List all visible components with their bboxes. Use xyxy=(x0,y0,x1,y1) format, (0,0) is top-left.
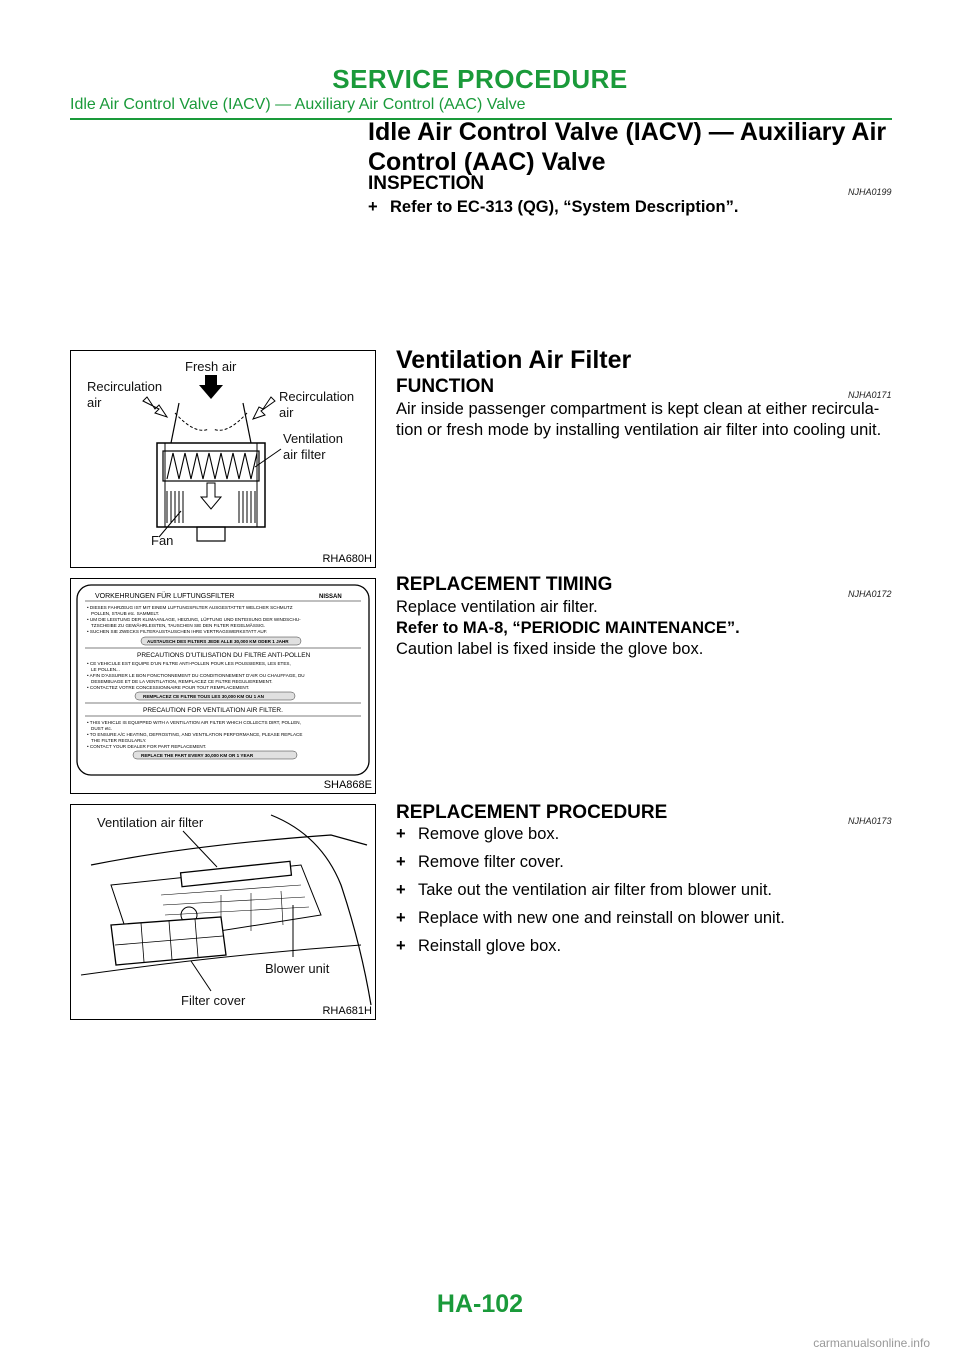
inspection-bullet-text: Refer to EC-313 (QG), “System Description”. xyxy=(390,198,739,216)
label-title: VORKEHRUNGEN FÜR LUFTUNGSFILTER xyxy=(95,593,235,600)
timing-line-2: Refer to MA-8, “PERIODIC MAINTENANCE”. xyxy=(396,619,740,637)
ventilation-filter-title: Ventilation Air Filter xyxy=(396,346,632,374)
down-arrow-icon xyxy=(201,483,221,509)
recirc-right-label-2: air xyxy=(279,405,294,420)
vent-air-filter-label: Ventilation air filter xyxy=(97,815,204,830)
fr-interval: REMPLACEZ CE FILTRE TOUS LES 30,000 KM OU 1 AN xyxy=(143,694,264,699)
procedure-step xyxy=(396,824,896,845)
iacv-title xyxy=(368,117,908,177)
function-paragraph xyxy=(396,399,896,441)
bullet-mark: + xyxy=(396,937,406,955)
left-door xyxy=(171,403,179,443)
label-english-block xyxy=(87,720,302,749)
procedure-step xyxy=(396,852,896,873)
replacement-procedure-code: NJHA0173 xyxy=(848,816,892,826)
fr-line: LE POLLEN... xyxy=(91,667,120,672)
de-line: POLLEN, STAUB etc. SAMMELT. xyxy=(91,611,160,616)
timing-line-3: Caution label is fixed inside the glove box. xyxy=(396,640,704,658)
page-number: HA-102 xyxy=(436,1290,524,1318)
recirc-right-arrow-icon xyxy=(253,397,275,419)
recirc-left-arrow-icon xyxy=(143,397,167,417)
caution-label-svg xyxy=(71,579,375,793)
function-code: NJHA0171 xyxy=(848,390,892,400)
air-flow-diagram-svg xyxy=(71,351,375,567)
dash-outline xyxy=(91,835,367,865)
function-line-1: Air inside passenger compartment is kept clean at either recircula- xyxy=(396,400,880,418)
en-line: THE FILTER REGULARLY. xyxy=(91,738,147,743)
replacement-timing-code: NJHA0172 xyxy=(848,589,892,599)
iacv-title-line2: Control (AAC) Valve xyxy=(368,148,606,176)
bullet-mark: + xyxy=(396,853,406,871)
figure-code: SHA868E xyxy=(323,779,372,791)
bullet-mark: + xyxy=(396,825,406,843)
figure-code: RHA680H xyxy=(322,553,372,565)
step-text: Remove filter cover. xyxy=(418,853,564,871)
fr-line: • AFIN D'ASSURER LE BON FONCTIONNEMENT DU CONDITIONNEMENT D'AIR OU CHAUFFAGE, DU xyxy=(87,673,305,678)
fan-motor xyxy=(197,527,225,541)
figure-caution-label xyxy=(70,578,376,794)
function-heading: FUNCTION xyxy=(396,376,495,397)
filter-cover-label: Filter cover xyxy=(181,993,246,1008)
bullet-mark: + xyxy=(396,909,406,927)
replacement-timing-heading: REPLACEMENT TIMING xyxy=(396,574,613,595)
right-door xyxy=(243,403,251,443)
cover-leader xyxy=(191,961,211,991)
inspection-bullet xyxy=(368,197,898,225)
replacement-procedure-heading: REPLACEMENT PROCEDURE xyxy=(396,802,668,823)
en-title: PRECAUTION FOR VENTILATION AIR FILTER. xyxy=(143,707,283,714)
procedure-step xyxy=(396,936,896,957)
en-interval: REPLACE THE PART EVERY 30,000 KM OR 1 YEAR xyxy=(141,753,254,758)
fr-line: • CE VEHICULE EST EQUIPE D'UN FILTRE ANTI-POLLEN POUR LES POUSSIERES, LES ETES, xyxy=(87,661,291,666)
timing-line-1: Replace ventilation air filter. xyxy=(396,598,598,616)
filter-pleats xyxy=(167,453,257,479)
iacv-title-line1: Idle Air Control Valve (IACV) — Auxiliary Air xyxy=(368,118,887,146)
filter-cover-part xyxy=(111,917,226,965)
fr-title: PRECAUTIONS D'UTILISATION DU FILTRE ANTI-POLLEN xyxy=(137,652,311,659)
label-brand: NISSAN xyxy=(319,594,342,600)
procedure-steps xyxy=(396,824,896,964)
de-interval: AUSTAUSCH DES FILTERS JEDE ALLE 30,000 KM ODER 1 JAHR xyxy=(147,639,289,644)
de-line: TZSCHEIBE ZU GEWÄHRLEISTEN, TAUSCHEN SIE DEN FILTER REGELMÄSSIG. xyxy=(91,623,266,628)
fan-label: Fan xyxy=(151,533,174,548)
fresh-air-arrow-icon xyxy=(199,375,223,399)
step-text: Remove glove box. xyxy=(418,825,560,843)
door-swing-left xyxy=(175,413,209,430)
en-line: • TO ENSURE A/C HEATING, DEFROSTING, AND VENTILATION PERFORMANCE, PLEASE REPLACE xyxy=(87,732,303,737)
recirc-right-label-1: Recirculation xyxy=(279,389,355,404)
recirc-left-label-1: Recirculation xyxy=(87,379,163,394)
en-line: • CONTACT YOUR DEALER FOR PART REPLACEMENT. xyxy=(87,744,207,749)
figure-code: RHA681H xyxy=(322,1005,372,1017)
section-subheader: Idle Air Control Valve (IACV) — Auxiliary Air Control (AAC) Valve xyxy=(70,96,526,113)
fresh-air-label: Fresh air xyxy=(185,359,237,374)
filter-location-svg xyxy=(71,805,375,1019)
replacement-timing-text xyxy=(396,597,896,660)
section-header: SERVICE PROCEDURE xyxy=(332,64,628,94)
procedure-step xyxy=(396,880,896,901)
inspection-code: NJHA0199 xyxy=(848,187,892,197)
bullet-mark: + xyxy=(396,881,406,899)
de-line: • SUCHEN SIE ZWECKS FILTERAUSTAUSCHEN IHRE VERTRAGSWERKSTATT AUF. xyxy=(87,629,268,634)
vent-filter-label-2: air filter xyxy=(283,447,326,462)
en-line: DUST etc. xyxy=(91,726,113,731)
figure-air-flow-diagram xyxy=(70,350,376,568)
door-swing-right xyxy=(213,413,247,430)
de-line: • DIESES FAHRZEUG IST MIT EINEM LUFTUNGSFILTER AUSGESTATTET WELCHER SCHMUTZ xyxy=(87,605,293,610)
recirc-left-label-2: air xyxy=(87,395,102,410)
watermark: carmanualsonline.info xyxy=(813,1336,930,1350)
ventilation-air-filter-part xyxy=(181,861,292,886)
vent-filter-label-1: Ventilation xyxy=(283,431,343,446)
step-text: Replace with new one and reinstall on blower unit. xyxy=(418,909,785,927)
function-line-2: tion or fresh mode by installing ventilation air filter into cooling unit. xyxy=(396,421,882,439)
fr-line: DESEMBUAGE ET DE LA VENTILATION, REMPLACEZ CE FILTRE REGULIEREMENT. xyxy=(91,679,273,684)
en-line: • THIS VEHICLE IS EQUIPPED WITH A VENTILATION AIR FILTER WHICH COLLECTS DIRT, POLLEN, xyxy=(87,720,301,725)
label-german-block xyxy=(87,605,301,634)
procedure-step xyxy=(396,908,896,929)
fr-line: • CONTACTEZ VOTRE CONCESSIONNAIRE POUR TOUT REMPLACEMENT. xyxy=(87,685,250,690)
bullet-mark: + xyxy=(368,198,378,216)
de-line: • UM DIE LEISTUNG DER KLIMAANLAGE, HEIZUNG, LÜFTUNG UND ENTEISUNG DER WINDSCHU- xyxy=(87,617,301,622)
label-french-block xyxy=(87,661,305,690)
dash-curve xyxy=(271,815,371,1005)
inspection-heading: INSPECTION xyxy=(368,173,485,194)
blower-unit-label: Blower unit xyxy=(265,961,330,976)
step-text: Take out the ventilation air filter from blower unit. xyxy=(418,881,773,899)
step-text: Reinstall glove box. xyxy=(418,937,562,955)
figure-filter-location xyxy=(70,804,376,1020)
